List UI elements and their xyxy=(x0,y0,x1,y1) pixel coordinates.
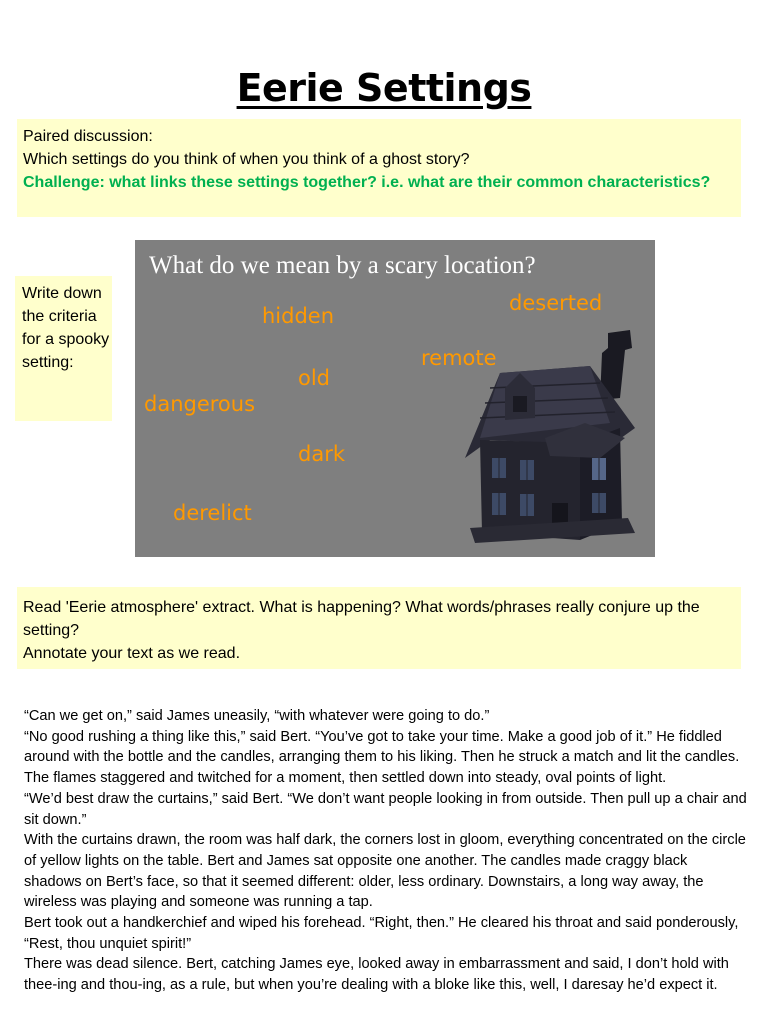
reading-line-1: Read 'Eerie atmosphere' extract. What is happening? What words/phrases really conjure up the setting? xyxy=(23,599,700,639)
reading-line-2: Annotate your text as we read. xyxy=(23,645,241,662)
word-hidden: hidden xyxy=(262,304,335,328)
word-deserted: deserted xyxy=(509,291,603,315)
challenge-text: Challenge: what links these settings together? i.e. what are their common characteristics? xyxy=(23,174,711,191)
eerie-extract xyxy=(24,706,748,996)
discussion-line-1: Paired discussion: xyxy=(23,128,153,145)
scary-question: What do we mean by a scary location? xyxy=(149,252,536,279)
criteria-box xyxy=(15,276,112,421)
extract-paragraph: “We’d best draw the curtains,” said Bert. “We don’t want people looking in from outside. Then pull up a chair and sit down.” xyxy=(24,790,747,828)
extract-paragraph: “Can we get on,” said James uneasily, “with whatever were going to do.” xyxy=(24,708,490,724)
discussion-box xyxy=(17,119,741,217)
criteria-text: Write down the criteria for a spooky setting: xyxy=(22,285,110,371)
discussion-line-2: Which settings do you think of when you think of a ghost story? xyxy=(23,151,470,168)
extract-paragraph: There was dead silence. Bert, catching James eye, looked away in embarrassment and said, I don’t hold with thee-ing and thou-ing, as a rule, but when you’re dealing with a bloke like this, well, I daresay he’d expect it. xyxy=(24,956,729,994)
word-remote: remote xyxy=(421,346,497,370)
word-dark: dark xyxy=(298,442,345,466)
extract-paragraph: “No good rushing a thing like this,” said Bert. “You’ve got to take your time. Make a good job of it.” He fiddled around with the bottle and the candles, arranging them to his liking. Then he struck a match and lit the candles. The flames staggered and twitched for a moment, then settled down into steady, oval points of light. xyxy=(24,728,740,787)
word-dangerous: dangerous xyxy=(144,392,256,416)
word-derelict: derelict xyxy=(173,501,252,525)
extract-paragraph: With the curtains drawn, the room was half dark, the corners lost in gloom, everything concentrated on the circle of yellow lights on the table. Bert and James sat opposite one another. The candles made craggy black shadows on Bert’s face, so that it seemed different: older, less ordinary. Downstairs, a long way away, the wireless was playing and someone was running a tap. xyxy=(24,832,746,911)
word-old: old xyxy=(298,366,331,390)
page-title: Eerie Settings xyxy=(236,66,532,110)
reading-instructions-box xyxy=(17,587,741,669)
haunted-house-icon xyxy=(460,328,645,543)
scary-location-image xyxy=(135,240,655,557)
extract-paragraph: Bert took out a handkerchief and wiped his forehead. “Right, then.” He cleared his throat and said ponderously, “Rest, thou unquiet spirit!” xyxy=(24,915,739,952)
